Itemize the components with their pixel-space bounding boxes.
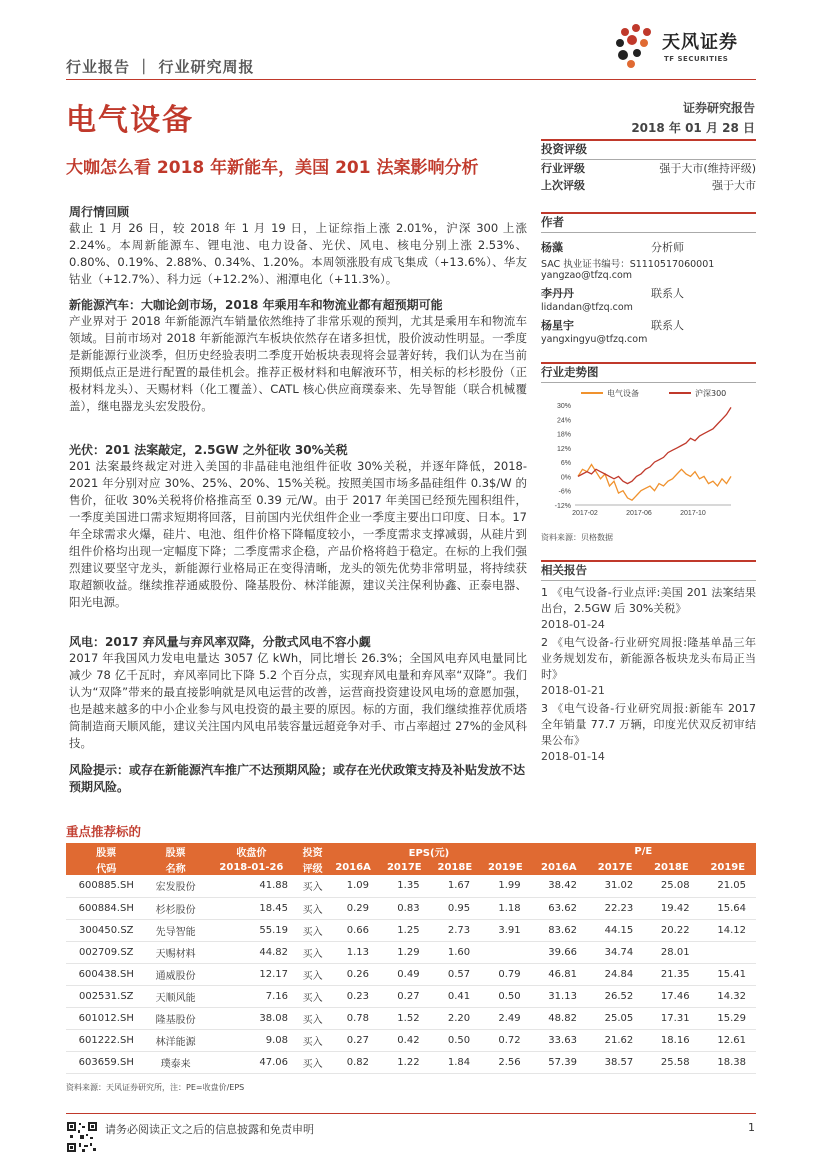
table-cell: 21.62 <box>587 1029 643 1051</box>
table-cell: 0.42 <box>379 1029 430 1051</box>
section-title: 风电：2017 弃风量与弃风率双降，分散式风电不容小觑 <box>69 635 371 649</box>
table-cell: 买入 <box>298 897 327 919</box>
th-pe: P/E <box>531 843 756 859</box>
table-cell: 买入 <box>298 919 327 941</box>
table-cell: 33.63 <box>531 1029 587 1051</box>
brand-name: 天风证券 <box>662 32 738 53</box>
table-cell: 璞泰来 <box>147 1051 205 1073</box>
author-item <box>541 239 756 281</box>
th-sub: 名称 <box>147 859 205 875</box>
table-cell: 1.29 <box>379 941 430 963</box>
table-cell: 19.42 <box>643 897 699 919</box>
th-sub: 2017E <box>379 859 430 875</box>
x-tick-label: 2017-02 <box>572 510 598 517</box>
table-cell: 7.16 <box>205 985 298 1007</box>
table-cell: 0.41 <box>430 985 481 1007</box>
table-cell: 0.57 <box>430 963 481 985</box>
page-number: 1 <box>748 1121 755 1134</box>
related-item[interactable] <box>541 701 756 765</box>
table-cell: 1.52 <box>379 1007 430 1029</box>
table-cell: 39.66 <box>531 941 587 963</box>
sector-title: 电气设备 <box>66 103 194 138</box>
section-nev <box>69 296 527 415</box>
table-cell: 21.05 <box>700 875 756 897</box>
table-cell: 0.79 <box>480 963 531 985</box>
table-cell: 0.27 <box>379 985 430 1007</box>
table-cell: 25.58 <box>643 1051 699 1073</box>
table-cell: 18.45 <box>205 897 298 919</box>
th-sub: 2017E <box>587 859 643 875</box>
x-tick-label: 2017-10 <box>680 510 706 517</box>
prev-rating-label: 上次评级 <box>541 179 585 192</box>
table-cell: 12.17 <box>205 963 298 985</box>
th-sub: 评级 <box>298 859 327 875</box>
table-cell: 0.23 <box>327 985 379 1007</box>
table-row <box>66 1051 756 1073</box>
th-name: 股票 <box>147 843 205 859</box>
table-cell: 2.20 <box>430 1007 481 1029</box>
table-cell: 38.08 <box>205 1007 298 1029</box>
table-cell: 44.82 <box>205 941 298 963</box>
table-cell: 48.82 <box>531 1007 587 1029</box>
table-row <box>66 919 756 941</box>
th-rating: 投资 <box>298 843 327 859</box>
table-cell: 601222.SH <box>66 1029 147 1051</box>
table-cell: 28.01 <box>643 941 699 963</box>
series-line <box>578 465 731 501</box>
th-sub: 2016A <box>327 859 379 875</box>
table-cell: 2.49 <box>480 1007 531 1029</box>
header-divider <box>66 79 756 80</box>
y-tick-label: 0% <box>560 474 571 482</box>
table-cell: 26.52 <box>587 985 643 1007</box>
rating-head: 投资评级 <box>541 139 756 160</box>
section-body: 截止 1 月 26 日，较 2018 年 1 月 19 日，上证综指上涨 2.01%，沪深 300 上涨 2.24%。本周新能源车、锂电池、电力设备、光伏、风电、核电分别上涨 2.53%、0.80%、0.19%、2.88%、0.34%、1.20%。本周领涨股有成飞集成（+13.6%）、华友钴业（+12.7%）、科力远（+12.2%）、湘潭电化（+11.3%）。 <box>69 221 527 286</box>
table-cell: 15.41 <box>700 963 756 985</box>
author-box <box>541 212 756 345</box>
table-cell: 21.35 <box>643 963 699 985</box>
table-cell: 0.66 <box>327 919 379 941</box>
y-tick-label: -12% <box>554 503 571 510</box>
related-title: 3 《电气设备-行业研究周报:新能车 2017 全年销量 77.7 万辆，印度光伏双反初审结果公布》 <box>541 702 756 747</box>
author-head: 作者 <box>541 212 756 233</box>
legend-label: 电气设备 <box>607 389 639 398</box>
table-cell: 17.46 <box>643 985 699 1007</box>
section-body: 产业界对于 2018 年新能源汽车销量依然维持了非常乐观的预判，尤其是乘用车和物流车领域。目前市场对 2018 年新能源汽车板块依然存在诸多担忧，股价波动性明显。一季度是新能源行业淡季，但历史经验表明二季度开始板块表现将会显著好转，我们认为在当前预期低点正是进行配置的最佳机会。推荐正极材料和电解液环节，相关标的杉杉股份（正极材料龙头）、天赐材料（化工覆盖）、CATL 核心供应商璞泰来、先导智能（联合机械覆盖），继电器龙头宏发股份。 <box>69 314 527 413</box>
table-cell: 0.50 <box>430 1029 481 1051</box>
table-cell: 0.26 <box>327 963 379 985</box>
rec-table <box>66 843 756 1074</box>
table-cell: 0.72 <box>480 1029 531 1051</box>
table-cell: 1.22 <box>379 1051 430 1073</box>
author-item <box>541 285 756 313</box>
table-cell: 15.64 <box>700 897 756 919</box>
table-cell: 600438.SH <box>66 963 147 985</box>
trend-source: 资料来源：贝格数据 <box>541 533 613 542</box>
author-email[interactable]: yangxingyu@tfzq.com <box>541 334 648 345</box>
table-cell: 601012.SH <box>66 1007 147 1029</box>
table-cell: 41.88 <box>205 875 298 897</box>
table-cell: 1.25 <box>379 919 430 941</box>
table-cell: 买入 <box>298 963 327 985</box>
table-cell: 杉杉股份 <box>147 897 205 919</box>
table-cell: 14.32 <box>700 985 756 1007</box>
table-cell: 买入 <box>298 1007 327 1029</box>
doc-type: 证券研究报告 <box>682 101 755 115</box>
table-cell: 1.99 <box>480 875 531 897</box>
series-line <box>578 407 731 483</box>
section-title: 新能源汽车：大咖论剑市场，2018 年乘用车和物流业都有超预期可能 <box>69 298 443 312</box>
table-cell: 002531.SZ <box>66 985 147 1007</box>
footer-disclaimer[interactable]: 请务必阅读正文之后的信息披露和免责申明 <box>105 1123 314 1136</box>
table-cell: 1.67 <box>430 875 481 897</box>
table-cell <box>700 941 756 963</box>
section-title: 光伏：201 法案敲定，2.5GW 之外征收 30%关税 <box>69 443 348 457</box>
rating-box <box>541 139 756 194</box>
th-eps: EPS(元) <box>327 843 530 859</box>
brand-name-en: TF SECURITIES <box>664 55 729 63</box>
author-role: 联系人 <box>651 319 684 332</box>
table-cell: 买入 <box>298 875 327 897</box>
table-cell: 15.29 <box>700 1007 756 1029</box>
table-cell: 002709.SZ <box>66 941 147 963</box>
table-cell: 17.31 <box>643 1007 699 1029</box>
table-row <box>66 963 756 985</box>
table-cell: 18.38 <box>700 1051 756 1073</box>
related-item[interactable] <box>541 585 756 633</box>
table-cell: 0.29 <box>327 897 379 919</box>
th-sub: 2019E <box>480 859 531 875</box>
table-row <box>66 985 756 1007</box>
table-cell: 买入 <box>298 985 327 1007</box>
table-cell: 0.95 <box>430 897 481 919</box>
table-cell: 22.23 <box>587 897 643 919</box>
table-cell: 9.08 <box>205 1029 298 1051</box>
table-cell: 通威股份 <box>147 963 205 985</box>
author-name: 杨星宇 <box>541 319 574 332</box>
table-cell: 12.61 <box>700 1029 756 1051</box>
table-cell: 2.73 <box>430 919 481 941</box>
table-cell: 买入 <box>298 1029 327 1051</box>
prev-rating-value: 强于大市 <box>712 179 756 192</box>
related-date: 2018-01-14 <box>541 750 605 763</box>
table-cell: 天顺风能 <box>147 985 205 1007</box>
table-cell: 46.81 <box>531 963 587 985</box>
table-cell: 1.60 <box>430 941 481 963</box>
table-source: 资料来源：天风证券研究所，注：PE=收盘价/EPS <box>66 1083 245 1092</box>
author-name: 杨藻 <box>541 241 563 254</box>
table-row <box>66 875 756 897</box>
th-sub: 2018E <box>643 859 699 875</box>
x-tick-label: 2017-06 <box>626 510 652 517</box>
qr-code-icon <box>66 1121 98 1153</box>
table-cell: 林洋能源 <box>147 1029 205 1051</box>
table-cell: 1.35 <box>379 875 430 897</box>
section-title: 周行情回顾 <box>69 205 130 219</box>
related-head: 相关报告 <box>541 560 756 581</box>
table-cell: 31.02 <box>587 875 643 897</box>
th-sub: 代码 <box>66 859 147 875</box>
section-pv <box>69 441 527 611</box>
related-title: 2 《电气设备-行业研究周报:隆基单晶三年业务规划发布，新能源各板块龙头布局正当时》 <box>541 636 756 681</box>
legend-label: 沪深300 <box>695 389 727 398</box>
report-headline: 大咖怎么看 2018 年新能车，美国 201 法案影响分析 <box>66 158 479 178</box>
table-cell: 2.56 <box>480 1051 531 1073</box>
author-email[interactable]: yangzao@tfzq.com <box>541 270 633 281</box>
y-tick-label: 18% <box>556 431 571 439</box>
table-cell: 83.62 <box>531 919 587 941</box>
table-cell: 宏发股份 <box>147 875 205 897</box>
th-sub: 2016A <box>531 859 587 875</box>
rec-table-title: 重点推荐标的 <box>66 824 142 839</box>
trend-box <box>541 362 756 383</box>
table-cell: 20.22 <box>643 919 699 941</box>
table-cell: 0.50 <box>480 985 531 1007</box>
tf-logo-icon <box>611 22 659 70</box>
report-category: 行业报告 ｜ 行业研究周报 <box>66 58 255 76</box>
y-tick-label: 30% <box>556 403 571 410</box>
table-cell: 44.15 <box>587 919 643 941</box>
section-body: 201 法案最终裁定对进入美国的非晶硅电池组件征收 30%关税，并逐年降低，2018-2021 年分别对应 30%、25%、20%、15%关税。按照美国市场多晶硅组件 0.3$/W 的售价，征收 30%关税将价格推高至 0.39 元/W。由于 2017 年美国已经预先囤积组件，一季度美国进口需求短期将回落，目前国内光伏组件企业一季度主要出口印度、日本。17 年全球需求火爆，硅片、电池、组件价格下降幅度较小，一季度需求支撑减弱，从硅片到组件价格均出现一定幅度下降；二季度需求企稳，产品价格将趋于稳定。在标的上我们强烈建议要坚守龙头，新能源行业格局正在变得清晰，龙头的领先优势非常明显，将持续获取超额收益。继续推荐通威股份、隆基股份、林洋能源，建议关注保利协鑫、正泰电器、阳光电源。 <box>69 459 527 609</box>
table-cell: 买入 <box>298 941 327 963</box>
trend-chart <box>541 383 756 523</box>
author-role: 联系人 <box>651 287 684 300</box>
table-cell: 31.13 <box>531 985 587 1007</box>
author-name: 李丹丹 <box>541 287 574 300</box>
related-box <box>541 560 756 765</box>
table-cell: 300450.SZ <box>66 919 147 941</box>
table-cell: 14.12 <box>700 919 756 941</box>
section-wind <box>69 633 527 752</box>
th-code: 股票 <box>66 843 147 859</box>
table-cell: 600884.SH <box>66 897 147 919</box>
table-cell: 24.84 <box>587 963 643 985</box>
table-cell: 38.57 <box>587 1051 643 1073</box>
table-row <box>66 1007 756 1029</box>
author-cert: SAC 执业证书编号：S1110517060001 <box>541 259 715 270</box>
y-tick-label: 12% <box>556 445 571 453</box>
table-cell: 天赐材料 <box>147 941 205 963</box>
table-cell <box>480 941 531 963</box>
related-date: 2018-01-24 <box>541 618 605 631</box>
industry-rating-label: 行业评级 <box>541 162 585 175</box>
footer-divider <box>66 1113 756 1114</box>
section-body: 2017 年我国风力发电电量达 3057 亿 kWh，同比增长 26.3%；全国风电弃风电量同比减少 78 亿千瓦时，弃风率同比下降 5.2 个百分点，实现弃风电量和弃风率“双降”。我们认为“双降”带来的最直接影响就是风电运营的改善，运营商投资建设风电场的意愿加强，也是越来越多的中小企业参与风电投资的最主要的原因。标的方面，我们继续推荐优质塔筒制造商天顺风能，建议关注国内风电吊装容量远超竞争对手、市占率超过 27%的金风科技。 <box>69 651 527 750</box>
table-cell: 25.05 <box>587 1007 643 1029</box>
table-row <box>66 1029 756 1051</box>
table-cell: 0.78 <box>327 1007 379 1029</box>
section-weekly-review <box>69 203 527 288</box>
table-cell: 1.13 <box>327 941 379 963</box>
table-row <box>66 941 756 963</box>
table-cell: 38.42 <box>531 875 587 897</box>
table-cell: 34.74 <box>587 941 643 963</box>
table-cell: 25.08 <box>643 875 699 897</box>
related-item[interactable] <box>541 635 756 699</box>
table-cell: 0.27 <box>327 1029 379 1051</box>
table-row <box>66 897 756 919</box>
risk-warning: 风险提示：或存在新能源汽车推广不达预期风险；或存在光伏政策支持及补贴发放不达预期风险。 <box>69 763 526 794</box>
related-date: 2018-01-21 <box>541 684 605 697</box>
y-tick-label: 24% <box>556 417 571 425</box>
th-sub: 2018E <box>430 859 481 875</box>
table-cell: 3.91 <box>480 919 531 941</box>
table-cell: 先导智能 <box>147 919 205 941</box>
y-tick-label: 6% <box>560 460 571 468</box>
author-item <box>541 317 756 345</box>
table-cell: 1.09 <box>327 875 379 897</box>
th-close: 收盘价 <box>205 843 298 859</box>
related-title: 1 《电气设备-行业点评:美国 201 法案结果出台，2.5GW 后 30%关税》 <box>541 586 756 615</box>
industry-rating-value: 强于大市(维持评级) <box>659 162 756 175</box>
th-sub: 2019E <box>700 859 756 875</box>
th-sub: 2018-01-26 <box>205 859 298 875</box>
table-cell: 0.82 <box>327 1051 379 1073</box>
table-cell: 57.39 <box>531 1051 587 1073</box>
table-cell: 603659.SH <box>66 1051 147 1073</box>
doc-date: 2018 年 01 月 28 日 <box>631 121 755 135</box>
author-role: 分析师 <box>651 241 684 254</box>
table-cell: 买入 <box>298 1051 327 1073</box>
author-email[interactable]: lidandan@tfzq.com <box>541 302 633 313</box>
trend-head: 行业走势图 <box>541 362 756 383</box>
table-cell: 55.19 <box>205 919 298 941</box>
table-cell: 47.06 <box>205 1051 298 1073</box>
table-cell: 600885.SH <box>66 875 147 897</box>
table-cell: 63.62 <box>531 897 587 919</box>
table-cell: 隆基股份 <box>147 1007 205 1029</box>
table-cell: 18.16 <box>643 1029 699 1051</box>
table-cell: 1.84 <box>430 1051 481 1073</box>
table-cell: 0.83 <box>379 897 430 919</box>
table-cell: 1.18 <box>480 897 531 919</box>
table-cell: 0.49 <box>379 963 430 985</box>
y-tick-label: -6% <box>558 488 571 496</box>
